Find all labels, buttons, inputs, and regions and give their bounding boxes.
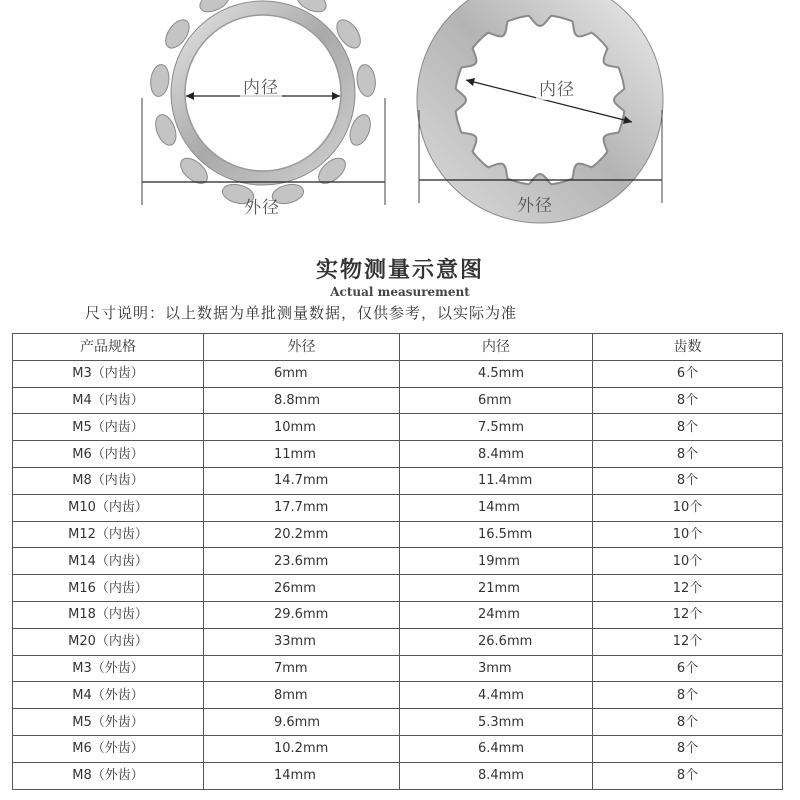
left-inner-diameter-label: 内径: [240, 73, 282, 98]
spec-table: [12, 333, 783, 790]
cell-outer-diameter: 10mm: [204, 414, 400, 441]
cell-inner-diameter: 6.4mm: [400, 735, 593, 762]
cell-spec: M6（外齿）: [13, 735, 204, 762]
cell-inner-diameter: 26.6mm: [400, 628, 593, 655]
cell-outer-diameter: 14mm: [204, 762, 400, 789]
cell-tooth-count: 8个: [593, 414, 783, 441]
cell-spec: M6（内齿）: [13, 441, 204, 468]
table-row: [13, 548, 783, 575]
right-outer-diameter-label: 外径: [517, 196, 553, 216]
cell-outer-diameter: 23.6mm: [204, 548, 400, 575]
internal-tooth-washer-hole: [456, 16, 625, 185]
header-spec: 产品规格: [13, 334, 204, 361]
cell-spec: M20（内齿）: [13, 628, 204, 655]
header-inner-diameter: 内径: [400, 334, 593, 361]
header-tooth-count: 齿数: [593, 334, 783, 361]
table-row: [13, 575, 783, 602]
washer-tooth: [355, 64, 377, 98]
header-outer-diameter: 外径: [204, 334, 400, 361]
table-row: [13, 414, 783, 441]
page-title: 实物测量示意图: [315, 258, 484, 283]
cell-spec: M3（外齿）: [13, 655, 204, 682]
cell-outer-diameter: 33mm: [204, 628, 400, 655]
table-header-row: [13, 334, 783, 361]
cell-inner-diameter: 8.4mm: [400, 762, 593, 789]
cell-spec: M4（外齿）: [13, 682, 204, 709]
cell-spec: M8（外齿）: [13, 762, 204, 789]
cell-inner-diameter: 14mm: [400, 494, 593, 521]
cell-tooth-count: 10个: [593, 521, 783, 548]
cell-inner-diameter: 6mm: [400, 387, 593, 414]
cell-tooth-count: 10个: [593, 494, 783, 521]
cell-tooth-count: 6个: [593, 655, 783, 682]
cell-inner-diameter: 21mm: [400, 575, 593, 602]
table-row: [13, 521, 783, 548]
table-row: [13, 762, 783, 789]
cell-spec: M16（内齿）: [13, 575, 204, 602]
cell-inner-diameter: 3mm: [400, 655, 593, 682]
cell-outer-diameter: 7mm: [204, 655, 400, 682]
cell-inner-diameter: 7.5mm: [400, 414, 593, 441]
cell-spec: M18（内齿）: [13, 601, 204, 628]
cell-tooth-count: 8个: [593, 735, 783, 762]
washer-diagrams: [0, 0, 800, 240]
cell-tooth-count: 8个: [593, 467, 783, 494]
table-row: [13, 735, 783, 762]
cell-inner-diameter: 19mm: [400, 548, 593, 575]
table-row: [13, 387, 783, 414]
cell-outer-diameter: 11mm: [204, 441, 400, 468]
cell-outer-diameter: 8.8mm: [204, 387, 400, 414]
cell-tooth-count: 12个: [593, 628, 783, 655]
table-row: [13, 467, 783, 494]
cell-tooth-count: 8个: [593, 441, 783, 468]
cell-inner-diameter: 16.5mm: [400, 521, 593, 548]
table-row: [13, 441, 783, 468]
cell-outer-diameter: 9.6mm: [204, 709, 400, 736]
cell-tooth-count: 6个: [593, 360, 783, 387]
cell-spec: M5（外齿）: [13, 709, 204, 736]
cell-outer-diameter: 8mm: [204, 682, 400, 709]
size-note: 尺寸说明：以上数据为单批测量数据，仅供参考，以实际为准: [85, 304, 518, 322]
cell-tooth-count: 10个: [593, 548, 783, 575]
cell-inner-diameter: 11.4mm: [400, 467, 593, 494]
cell-outer-diameter: 17.7mm: [204, 494, 400, 521]
cell-inner-diameter: 5.3mm: [400, 709, 593, 736]
cell-tooth-count: 12个: [593, 575, 783, 602]
cell-tooth-count: 8个: [593, 387, 783, 414]
table-row: [13, 360, 783, 387]
page-subtitle: Actual measurement: [330, 285, 470, 299]
cell-tooth-count: 8个: [593, 682, 783, 709]
cell-tooth-count: 8个: [593, 709, 783, 736]
table-row: [13, 709, 783, 736]
cell-spec: M3（内齿）: [13, 360, 204, 387]
table-row: [13, 628, 783, 655]
cell-spec: M4（内齿）: [13, 387, 204, 414]
cell-inner-diameter: 4.5mm: [400, 360, 593, 387]
cell-spec: M8（内齿）: [13, 467, 204, 494]
cell-inner-diameter: 8.4mm: [400, 441, 593, 468]
table-row: [13, 494, 783, 521]
table-row: [13, 682, 783, 709]
table-row: [13, 601, 783, 628]
cell-spec: M5（内齿）: [13, 414, 204, 441]
cell-spec: M12（内齿）: [13, 521, 204, 548]
internal-teeth-outline: [456, 16, 625, 185]
cell-inner-diameter: 4.4mm: [400, 682, 593, 709]
washer-tooth: [149, 64, 171, 98]
washer-illustrations: [0, 0, 800, 240]
cell-tooth-count: 8个: [593, 762, 783, 789]
cell-outer-diameter: 29.6mm: [204, 601, 400, 628]
cell-outer-diameter: 26mm: [204, 575, 400, 602]
cell-spec: M10（内齿）: [13, 494, 204, 521]
left-outer-diameter-label: 外径: [244, 198, 280, 218]
right-inner-diameter-label: 内径: [536, 75, 578, 100]
cell-outer-diameter: 14.7mm: [204, 467, 400, 494]
cell-spec: M14（内齿）: [13, 548, 204, 575]
table-row: [13, 655, 783, 682]
cell-tooth-count: 12个: [593, 601, 783, 628]
cell-inner-diameter: 24mm: [400, 601, 593, 628]
cell-outer-diameter: 6mm: [204, 360, 400, 387]
cell-outer-diameter: 20.2mm: [204, 521, 400, 548]
cell-outer-diameter: 10.2mm: [204, 735, 400, 762]
